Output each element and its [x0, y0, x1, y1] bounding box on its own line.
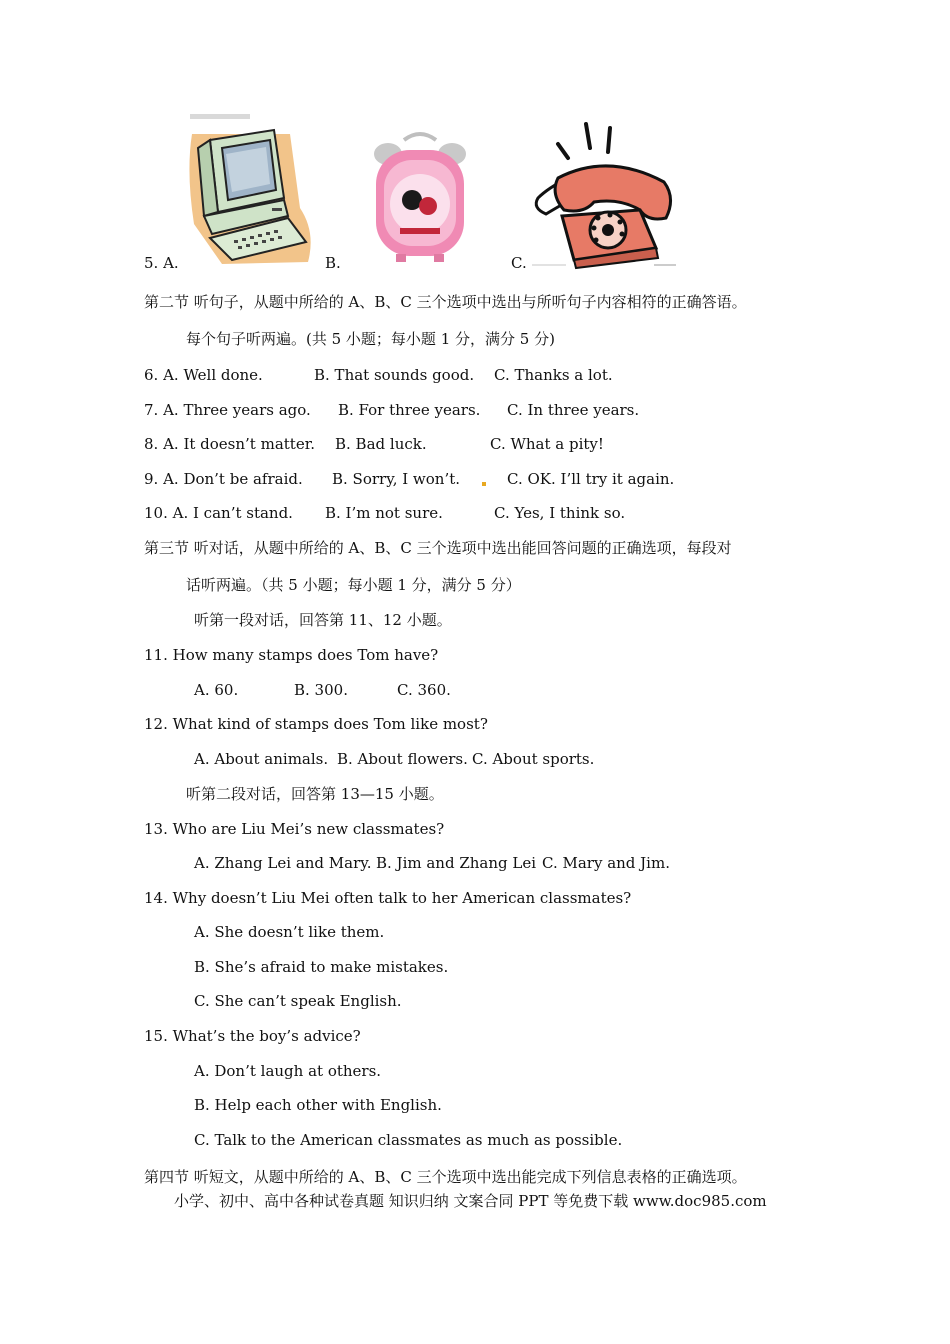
- q6-option-c: C. Thanks a lot.: [494, 366, 613, 384]
- q8-option-a: 8. A. It doesn’t matter.: [144, 435, 315, 453]
- section3-heading-cont: 话听两遍。（共 5 小题；每小题 1 分，满分 5 分）: [186, 576, 521, 594]
- q7-option-a: 7. A. Three years ago.: [144, 401, 311, 419]
- q9-option-a: 9. A. Don’t be afraid.: [144, 470, 303, 488]
- q15-option-a: A. Don’t laugh at others.: [194, 1062, 382, 1080]
- q9-option-b: B. Sorry, I won’t.: [332, 470, 461, 488]
- q9-option-c: C. OK. I’ll try it again.: [507, 470, 675, 488]
- q13-option-b: B. Jim and Zhang Lei: [376, 854, 537, 872]
- q13-question: 13. Who are Liu Mei’s new classmates?: [144, 820, 445, 838]
- section2-instruction: 每个句子听两遍。(共 5 小题；每小题 1 分，满分 5 分): [186, 330, 555, 348]
- page-footer: 小学、初中、高中各种试卷真题 知识归纳 文案合同 PPT 等免费下载 www.doc985.com: [174, 1192, 767, 1210]
- dialog1-instruction: 听第一段对话，回答第 11、12 小题。: [194, 611, 452, 629]
- q12-question: 12. What kind of stamps does Tom like most?: [144, 715, 488, 733]
- q5-option-c-label: C.: [511, 254, 527, 272]
- q14-question: 14. Why doesn’t Liu Mei often talk to her American classmates?: [144, 889, 632, 907]
- q15-option-c: C. Talk to the American classmates as much as possible.: [194, 1131, 623, 1149]
- q12-option-c: C. About sports.: [472, 750, 595, 768]
- q11-option-a: A. 60.: [194, 681, 239, 699]
- q14-option-b: B. She’s afraid to make mistakes.: [194, 958, 449, 976]
- q10-option-a: 10. A. I can’t stand.: [144, 504, 293, 522]
- q13-option-c: C. Mary and Jim.: [542, 854, 670, 872]
- computer-icon: [182, 112, 318, 270]
- q8-option-c: C. What a pity!: [490, 435, 604, 453]
- q12-option-b: B. About flowers.: [337, 750, 468, 768]
- q15-option-b: B. Help each other with English.: [194, 1096, 442, 1114]
- q15-question: 15. What’s the boy’s advice?: [144, 1027, 361, 1045]
- q8-option-b: B. Bad luck.: [335, 435, 427, 453]
- section2-heading: 第二节 听句子，从题中所给的 A、B、C 三个选项中选出与所听句子内容相符的正确答语。: [144, 293, 747, 311]
- q10-option-c: C. Yes, I think so.: [494, 504, 626, 522]
- q14-option-a: A. She doesn’t like them.: [194, 923, 385, 941]
- q12-option-a: A. About animals.: [194, 750, 329, 768]
- q10-option-b: B. I’m not sure.: [325, 504, 443, 522]
- telephone-icon: [528, 118, 678, 270]
- q6-option-b: B. That sounds good.: [314, 366, 475, 384]
- q5-option-b-label: B.: [325, 254, 341, 272]
- section4-heading: 第四节 听短文，从题中所给的 A、B、C 三个选项中选出能完成下列信息表格的正确选项。: [144, 1168, 747, 1186]
- q7-option-b: B. For three years.: [338, 401, 481, 419]
- q14-option-c: C. She can’t speak English.: [194, 992, 402, 1010]
- q5-option-a-label: 5. A.: [144, 254, 179, 272]
- q13-option-a: A. Zhang Lei and Mary.: [194, 854, 372, 872]
- q6-option-a: 6. A. Well done.: [144, 366, 263, 384]
- stray-mark: [482, 482, 486, 486]
- q11-option-c: C. 360.: [397, 681, 451, 699]
- alarm-clock-icon: [370, 128, 470, 264]
- q7-option-c: C. In three years.: [507, 401, 640, 419]
- q11-option-b: B. 300.: [294, 681, 348, 699]
- section3-heading: 第三节 听对话，从题中所给的 A、B、C 三个选项中选出能回答问题的正确选项，每段对: [144, 539, 732, 557]
- q11-question: 11. How many stamps does Tom have?: [144, 646, 439, 664]
- dialog2-instruction: 听第二段对话，回答第 13—15 小题。: [186, 785, 444, 803]
